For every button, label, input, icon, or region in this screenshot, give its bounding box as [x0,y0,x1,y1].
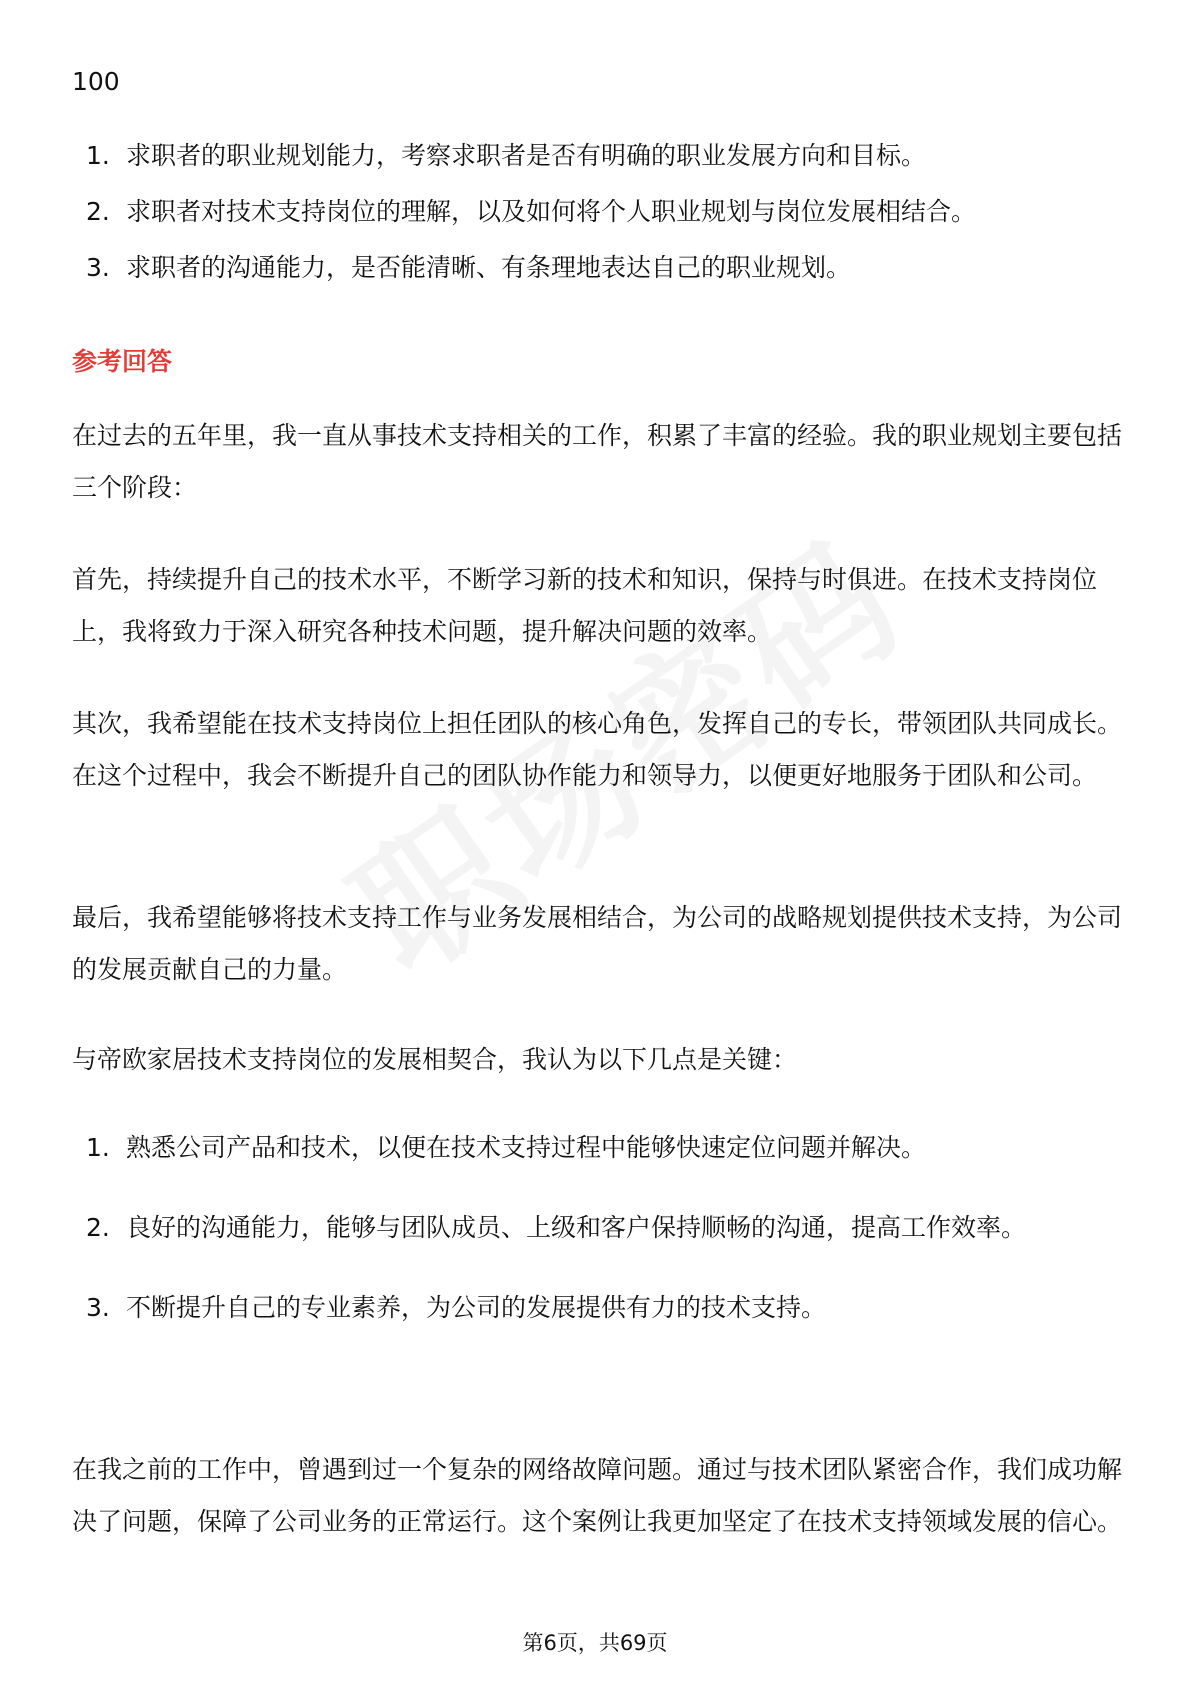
list-item [72,1282,1122,1334]
list-number: 1. [86,1133,110,1162]
list-number: 3. [86,253,110,282]
paragraph: 与帝欧家居技术支持岗位的发展相契合，我认为以下几点是关键： [72,1045,798,1074]
list-number: 2. [86,1213,110,1242]
paragraph: 最后，我希望能够将技术支持工作与业务发展相结合，为公司的战略规划提供技术支持，为公司的发展贡献自己的力量。 [72,903,1123,984]
paragraph: 首先，持续提升自己的技术水平，不断学习新的技术和知识，保持与时俱进。在技术支持岗位上，我将致力于深入研究各种技术问题，提升解决问题的效率。 [72,565,1098,646]
list-text: 不断提升自己的专业素养，为公司的发展提供有力的技术支持。 [126,1293,827,1322]
list-item [72,186,1122,238]
list-text: 熟悉公司产品和技术，以便在技术支持过程中能够快速定位问题并解决。 [126,1133,927,1162]
list-item [72,1122,1122,1174]
score-value: 100 [72,67,120,96]
list-number: 3. [86,1293,110,1322]
list-text: 求职者的沟通能力，是否能清晰、有条理地表达自己的职业规划。 [126,253,852,282]
list-item [72,242,1122,294]
list-text: 求职者的职业规划能力，考察求职者是否有明确的职业发展方向和目标。 [126,141,927,170]
paragraph: 在过去的五年里，我一直从事技术支持相关的工作，积累了丰富的经验。我的职业规划主要包括三个阶段： [72,421,1123,502]
list-item [72,1202,1122,1254]
criteria-list [72,130,1122,294]
page-footer: 第6页，共69页 [522,1631,668,1655]
closing-paragraph: 在我之前的工作中，曾遇到过一个复杂的网络故障问题。通过与技术团队紧密合作，我们成功解决了问题，保障了公司业务的正常运行。这个案例让我更加坚定了在技术支持领域发展的信心。 [72,1455,1123,1536]
list-text: 良好的沟通能力，能够与团队成员、上级和客户保持顺畅的沟通，提高工作效率。 [126,1213,1027,1242]
list-number: 1. [86,141,110,170]
list-number: 2. [86,197,110,226]
list-text: 求职者对技术支持岗位的理解，以及如何将个人职业规划与岗位发展相结合。 [126,197,977,226]
answer-heading: 参考回答 [72,347,173,376]
key-points-list [72,1122,1122,1334]
list-item [72,130,1122,182]
paragraph: 其次，我希望能在技术支持岗位上担任团队的核心角色，发挥自己的专长，带领团队共同成长。在这个过程中，我会不断提升自己的团队协作能力和领导力，以便更好地服务于团队和公司。 [72,709,1123,790]
